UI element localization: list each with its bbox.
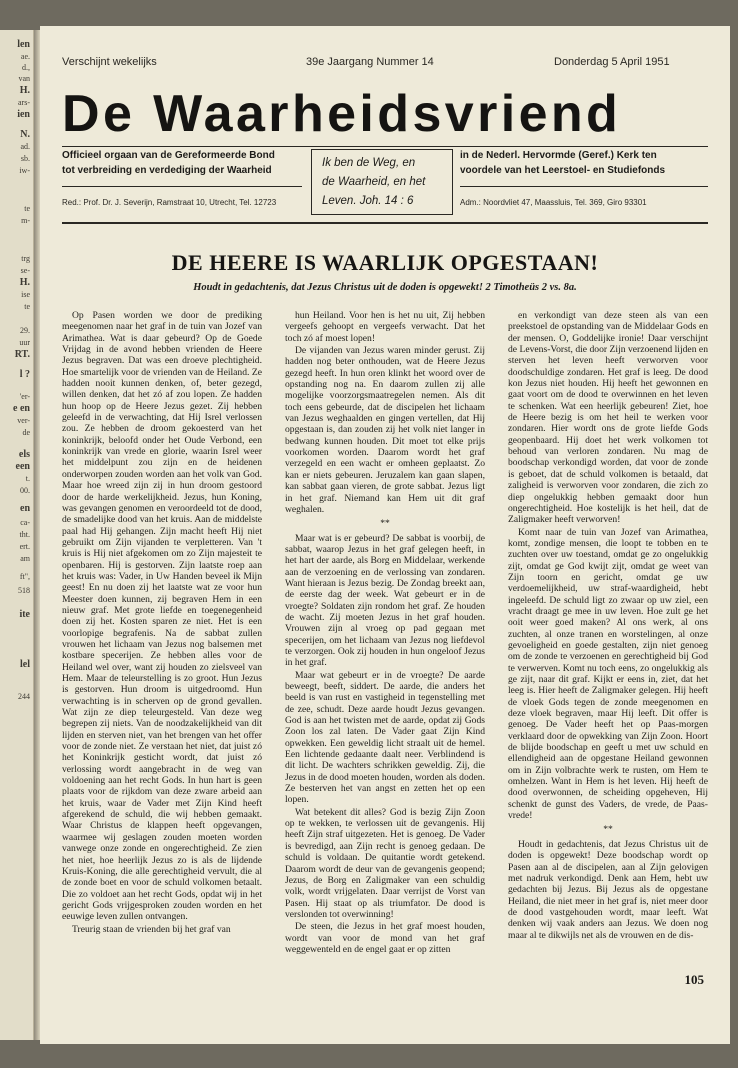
newspaper-page	[40, 26, 730, 1044]
motto-line-1: Ik ben de Weg, en	[322, 157, 416, 169]
prev-page-fragment: ft",	[19, 572, 30, 581]
article-epigraph: Houdt in gedachtenis, dat Jezus Christus uit de doden is opgewekt! 2 Timotheüs 2 vs. 8a.	[193, 282, 577, 293]
prev-page-fragment: d.,	[22, 63, 30, 72]
prev-page-fragment: se-	[20, 266, 30, 275]
article-paragraph: Treurig staan de vrienden bij het graf van	[72, 923, 231, 935]
prev-page-fragment: ite	[19, 609, 30, 620]
article-paragraph: Wat betekent dit alles? God is bezig Zijn Zoon op te wekken, te verlossen uit de gevangenis. Hij heeft Zijn straf uitgezeten. Het is genoeg. De Vader is bevredigd, aan Zijn recht is genoeg gedaan. De schuld is voldaan. De quitantie wordt getekend. Daarom wordt de deur van de gevangenis geopend; Jezus, de Borg en Zaligmaker van een schuldig volk, wordt vrijgelaten. Daar verrijst de Vorst van Pasen. Hij staat op als triumfator. De dood is verslonden tot overwinning!	[285, 806, 485, 920]
prev-page-fragment: RT.	[14, 349, 30, 360]
article-paragraph: Komt naar de tuin van Jozef van Arimathea, komt, zondige mensen, die loopt te tobben en te zuchten over uw toestand, omdat ge zo ongelukkig zijt, omdat ge God kwijt zijt, omdat ge weet van Zijn toorn en gericht, omdat ge uw verdoemelijkheid, uw straf-waardigheid, hebt ingeleefd. De schuld ligt zo zwaar op uw ziel, een vracht draagt ge mee in uw leven. Hoe zult ge het ooit weer goed maken? Al ons werk, al ons zuchten, al onze tranen en worstelingen, al onze gevoeligheid en goede gestalten, zijn niet genoeg om de zonde te verzoenen en gerechtigheid bij God te verwerven. Komt nu toch eens, zo ongelukkig als ge zijt, naar dit graf. Kijkt er eens in, ziet, dat het leeg is. Hier heeft de Zaligmaker gelegen. Hij heeft de vloek Gods tegen de zonde meegenomen en deze vloek begraven, maar Hij leeft. Dit offer is genoeg. De Vader heeft het op Paas-morgen verklaard door de opwekking van Zijn Zoon. Hoort de blijde boodschap en geeft u met uw schuld en ellendigheid aan de opgestane Heiland gewonnen om in Zijn volbrachte werk te rusten, om Hem te omhelzen. Want in Hem is het leven. Hij heeft de dood overwonnen, de scheiding opgeheven, Hij schenkt de gunst des Vaders, de vrede, de Paas-vrede!	[508, 526, 708, 822]
issue-date: Donderdag 5 April 1951	[554, 56, 670, 68]
masthead-title: De Waarheidsvriend	[62, 85, 622, 143]
prev-page-fragment: m-	[21, 216, 30, 225]
motto-box	[311, 149, 453, 215]
header-bottom-rule	[62, 222, 708, 224]
prev-page-fragment: 29.	[20, 326, 30, 335]
prev-page-fragment: ae.	[20, 52, 30, 61]
motto-line-3: Leven. Joh. 14 : 6	[322, 195, 414, 207]
prev-page-fragment: H.	[19, 277, 30, 288]
frequency-label: Verschijnt wekelijks	[62, 56, 157, 68]
previous-page-margin	[0, 30, 34, 1040]
prev-page-fragment: 244	[18, 692, 30, 701]
prev-page-fragment: ien	[17, 109, 30, 120]
prev-page-fragment: 518	[18, 586, 30, 595]
article-paragraph: **	[380, 518, 390, 530]
prev-page-fragment: H.	[19, 85, 30, 96]
right-rule	[460, 186, 708, 187]
prev-page-fragment: am	[20, 554, 30, 563]
prev-page-fragment: N.	[20, 129, 30, 140]
prev-page-fragment: te	[24, 302, 30, 311]
subtitle-right-line-2: voordele van het Leerstoel- en Studiefonds	[460, 165, 666, 176]
page-number: 105	[684, 972, 704, 987]
article-column-3	[508, 310, 708, 1010]
volume-label: 39e Jaargang Nummer 14	[306, 56, 434, 68]
prev-page-fragment: lel	[20, 659, 30, 670]
subtitle-right-line-1: in de Nederl. Hervormde (Geref.) Kerk ten	[460, 150, 657, 161]
prev-page-fragment: uur	[19, 338, 30, 347]
prev-page-fragment: sb.	[20, 154, 30, 163]
prev-page-fragment: ert.	[19, 542, 30, 551]
prev-page-fragment: tht.	[19, 530, 30, 539]
prev-page-fragment: iw-	[19, 166, 30, 175]
prev-page-fragment: de	[22, 428, 30, 437]
prev-page-fragment: els	[18, 449, 30, 460]
prev-page-fragment: ver-	[17, 416, 30, 425]
subtitle-left-line-2: tot verbreiding en verdediging der Waarheid	[62, 165, 272, 176]
masthead-rule	[62, 146, 708, 147]
article-paragraph: Maar wat is er gebeurd? De sabbat is voorbij, de sabbat, waarop Jezus in het graf gelegen heeft, in het hart der aarde, als Borg en Middelaar, werkende aan de verzoening en de verlossing van zondaren. Want hieraan is Jezus bezig. De Zondag breekt aan, de eerste dag der week. Wat gebeurt er in de vroegte? Soldaten zijn rondom het graf. Ze houden de wacht. Zij moeten Jezus in het graf houden. Vrouwen zijn al vroeg op pad gegaan met specerijen, om het lichaam van Jezus nog liefdevol te verzorgen. Ook zij houden in hun ongeloof Jezus in het graf.	[285, 532, 485, 669]
editor-address: Red.: Prof. Dr. J. Severijn, Ramstraat 10, Utrecht, Tel. 12723	[62, 198, 277, 207]
prev-page-fragment: ca-	[20, 518, 30, 527]
article-column-1	[62, 310, 262, 1010]
prev-page-fragment: l ?	[19, 369, 30, 380]
article-headline: DE HEERE IS WAARLIJK OPGESTAAN!	[171, 250, 599, 275]
prev-page-fragment: te	[24, 204, 30, 213]
prev-page-fragment: 'er-	[19, 392, 30, 401]
admin-address: Adm.: Noordvliet 47, Maassluis, Tel. 369, Giro 93301	[460, 198, 647, 207]
article-paragraph: **	[603, 824, 613, 836]
prev-page-fragment: e en	[13, 403, 30, 414]
prev-page-fragment: t.	[25, 474, 30, 483]
prev-page-fragment: een	[15, 461, 30, 472]
article-paragraph: en verkondigt van deze steen als van een preekstoel de opstanding van de Middelaar Gods en der mensen. O, Goddelijke ironie! Daar verschijnt de Levens-Vorst, die door Zijn verzoenend lijden en sterven het leven heeft verworven voor doodschuldige zondaren. Het graf is leeg. De dood kon Jezus niet houden. Hij heeft het gewonnen en gaat voort om de dood te overwinnen en het leven te schenken. Wat een heerlijk gebeuren! Ziet, hoe de Heere bezig is om het heil te werken voor zondaren. Hier wordt ons de grote liefde Gods geopenbaard. Hij doet het werk volkomen tot behoud van verloren zondaren. Nu mag de boodschap verkondigd worden, dat voor de zonde is geboet, dat de schuld volkomen is betaald, dat zaligheid is verworven voor zondaren, die zich zo diep ongelukkig hebben gemaakt door hun ongerechtigheid. Hoe kostelijk is het heil, dat de Zaligmaker heeft verworven!	[508, 310, 708, 526]
article-paragraph: Op Pasen worden we door de prediking meegenomen naar het graf in de tuin van Jozef van Arimathea. Wat is daar gebeurd? Op de Goede Vrijdag in de avond hebben vrienden de Heere Jezus begraven. Dat was een droeve plechtigheid. Hoe smartelijk voor de vrienden van de Heiland. Ze hadden nooit kunnen denken, of, beter gezegd, willen denken, dat het zó af zou lopen. Ze hadden hun hoop op de Heere Jezus gezet. Zij hebben geleefd in de verwachting, dat Hij Isrel verlossen zou. Ze hebben de droom gekoesterd van het koninkrijk, beloofd onder het Oude Verbond, een koninkrijk van vrede en glorie, waarin Isrel weer het middelpunt zou zijn en de heidenen onderworpen zouden worden aan het volk van God. Maar hoe wreed zijn zij in hun droom gestoord door de harde werkelijkheid. Jezus, hun Koning, was gevangen genomen en veroordeeld tot de dood, de smadelijke dood van het kruis. Aan de middelste paal had Hij gehangen. Zijn macht heeft Hij niet gebruikt om Zijn vijanden te verpletteren. Van 't kruis is Hij niet afgekomen om zo Zijn majesteit te openbaren. Hij is gestorven. Zijn laatste roep aan het kruis was: Vader, in Uw Handen beveel ik Mijn geest! En nu doen zij het laatste wat ze voor hun Meester doen kunnen, zij begraven Hem in een nieuw graf. Met grote liefde en toegenegenheid doen zij het. Kosten sparen ze niet. Het is een voorlopige begrafenis. Na de sabbat zullen vrouwen het lichaam van Jezus nog balsemen met kostbare specerijen. Ze hebben alles voor de Heiland wel over, want zij houden zo zielsveel van Hem. Maar de teleurstelling is zo groot. Hun Jezus is gestorven. Hun droom is uitgedroomd. Hun verwachting is in scherven op de grond gevallen. Wat zijn ze diep teleurgesteld. Van deze weg begrepen zij niets. Van de noodzakelijkheid van dit lijden en sterven niet, van het brengen van het offer voor de zonde niet. Ze verstaan het niet, dat juist zó het Koninkrijk gesticht wordt, dat juist zó verlossing wordt aangebracht in de weg van voldoening aan het recht Gods. In hun hart is geen plaats voor de rijkdom van deze zware arbeid aan het kruis, waar de Vader met Zijn Kind heeft afgerekend de schuld, die wij hebben gemaakt. Waar Christus de klappen heeft opgevangen, waarmee wij geslagen zouden moeten worden vanwege onze zonde en ongerechtigheid. Ze zien het niet, hoe heerlijk Jezus zo is als de lijdende Kruis-Koning, die alle gerechtigheid vervult, die al de zonde boet en voor de schuld volkomen betaalt. Die zo voldoet aan het recht Gods, opdat wij in het gericht Gods vrijgesproken zouden worden en het eeuwige leven zullen ontvangen.	[62, 310, 262, 923]
prev-page-fragment: ars-	[18, 98, 30, 107]
article-paragraph: hun Heiland. Voor hen is het nu uit, Zij hebben vergeefs gehoopt en vergeefs verwacht. Dat het toch zó af moest lopen!	[285, 310, 485, 344]
article-column-2	[285, 310, 485, 1010]
prev-page-fragment: van	[18, 74, 30, 83]
prev-page-fragment: len	[17, 39, 30, 50]
prev-page-fragment: ad.	[20, 142, 30, 151]
article-paragraph: Maar wat gebeurt er in de vroegte? De aarde beweegt, beeft, siddert. De aarde, die anders het beeld is van rust en vastigheid in tegenstelling met de zee, schudt. Deze aarde houdt Jezus gevangen. God is aan het twisten met de aarde, opdat zij Gods Zoon los zal laten. De Vader gaat Zijn Kind opwekken. Een geweldig licht straalt uit de hemel. Een lichtende gedaante daalt neer. Verblindend is dit licht. De wachters schrikken geweldig. Zij, die Jezus in de dood moeten houden, worden als doden. Ze besterven het van angst en zetten het op een lopen.	[285, 669, 485, 806]
prev-page-fragment: trg	[21, 254, 30, 263]
article-paragraph: De vijanden van Jezus waren minder gerust. Zij hadden nog beter onthouden, wat de Heere Jezus gezegd heeft. In hun oren klinkt het woord over de opstanding nog na. En daarom zullen zij alle mogelijke voorzorgsmaatregelen nemen. Als dit toch eens gebeurde, dat de discipelen het lichaam van Jezus weghaalden en gingen vertellen, dat Hij opgestaan is, dan zouden zij het volk niet langer in bedwang kunnen houden. Dit moet tot elke prijs voorkomen worden. Daarom wordt het graf verzegeld en een wacht er omheen geplaatst. Zo kan er niets gebeuren. Jeruzalem kan gaan slapen, kan sabbat gaan vieren, de grote sabbat. Jezus ligt in het graf. Niemand kan Hem uit dit graf weghalen.	[285, 345, 485, 515]
left-rule	[62, 186, 302, 187]
prev-page-fragment: en	[20, 503, 30, 514]
prev-page-fragment: ise	[21, 290, 30, 299]
motto-line-2: de Waarheid, en het	[322, 176, 426, 188]
article-paragraph: De steen, die Jezus in het graf moest houden, wordt van voor de mond van het graf weggewenteld en de engel gaat er op zitten	[285, 921, 485, 955]
prev-page-fragment: 00.	[20, 486, 30, 495]
subtitle-left-line-1: Officieel orgaan van de Gereformeerde Bond	[62, 150, 275, 161]
article-paragraph: Houdt in gedachtenis, dat Jezus Christus uit de doden is opgewekt! Deze boodschap wordt op Pasen aan al de discipelen, aan al Zijn gelovigen met nadruk verkondigd. Denk aan Hem, hebt uw gedachten bij Jezus. Bij Jezus als de opgestane Heiland, die niet meer in het graf is, niet meer door de dood vastgehouden wordt, maar leeft. Wat denken wij vaak anders aan Jezus. We doen nog maar al te dikwijls net als de vrouwen en de dis-	[508, 838, 708, 941]
